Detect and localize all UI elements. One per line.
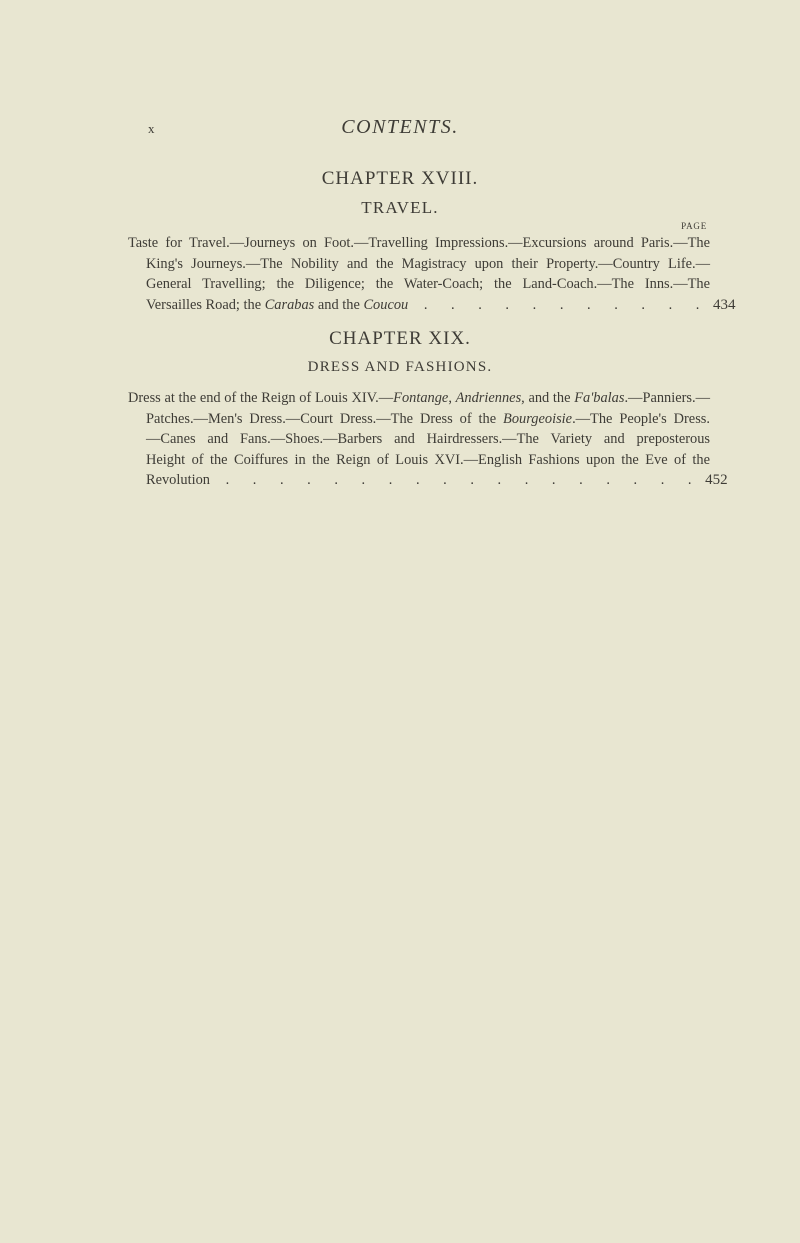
running-head: CONTENTS.	[341, 116, 459, 138]
dot-leader: . . . . . . . . . . . . . . . . . .	[225, 472, 702, 488]
page-reference: 452	[705, 472, 728, 488]
page-reference: 434	[713, 296, 736, 313]
page-column-label: PAGE	[681, 221, 707, 231]
italic-term: Fontange	[393, 390, 449, 406]
summary-line: Dress at the end of the Reign of Louis XIV.—Fontange, Andriennes, and the Fa'balas.—Panniers.—	[128, 390, 710, 406]
summary-line: General Travelling; the Diligence; the Water-Coach; the Land-Coach.—The Inns.—The	[146, 276, 710, 292]
italic-term: Coucou	[363, 296, 409, 313]
summary-line: —Canes and Fans.—Shoes.—Barbers and Hairdressers.—The Variety and preposterous	[146, 431, 710, 447]
chapter-summary	[128, 388, 728, 491]
italic-term: Bourgeoisie	[503, 410, 573, 427]
summary-line: King's Journeys.—The Nobility and the Magistracy upon their Property.—Country Life.—	[146, 255, 710, 272]
italic-term: Fa'balas	[574, 390, 625, 406]
chapter-title: TRAVEL.	[361, 198, 439, 217]
chapter-heading: CHAPTER XVIII.	[321, 168, 479, 189]
summary-line: Taste for Travel.—Journeys on Foot.—Travelling Impressions.—Excursions around Paris.—The	[128, 235, 710, 251]
summary-text: Revolution	[146, 472, 210, 488]
summary-line: Patches.—Men's Dress.—Court Dress.—The Dress of the Bourgeoisie.—The People's Dress.	[146, 410, 710, 427]
dot-leader: . . . . . . . . . . .	[423, 296, 710, 313]
page-number: x	[148, 121, 156, 136]
summary-line: Height of the Coiffures in the Reign of Louis XVI.—English Fashions upon the Eve of the	[146, 451, 710, 468]
chapter-summary	[128, 233, 736, 315]
chapter-heading: CHAPTER XIX.	[329, 328, 471, 349]
summary-last-line	[128, 470, 728, 491]
summary-last-line	[128, 295, 736, 316]
italic-term: Andriennes	[455, 390, 522, 406]
chapter-title: DRESS AND FASHIONS.	[307, 359, 493, 375]
summary-text: Versailles Road; the Carabas and the Coucou	[146, 296, 409, 313]
italic-term: Carabas	[264, 296, 315, 313]
